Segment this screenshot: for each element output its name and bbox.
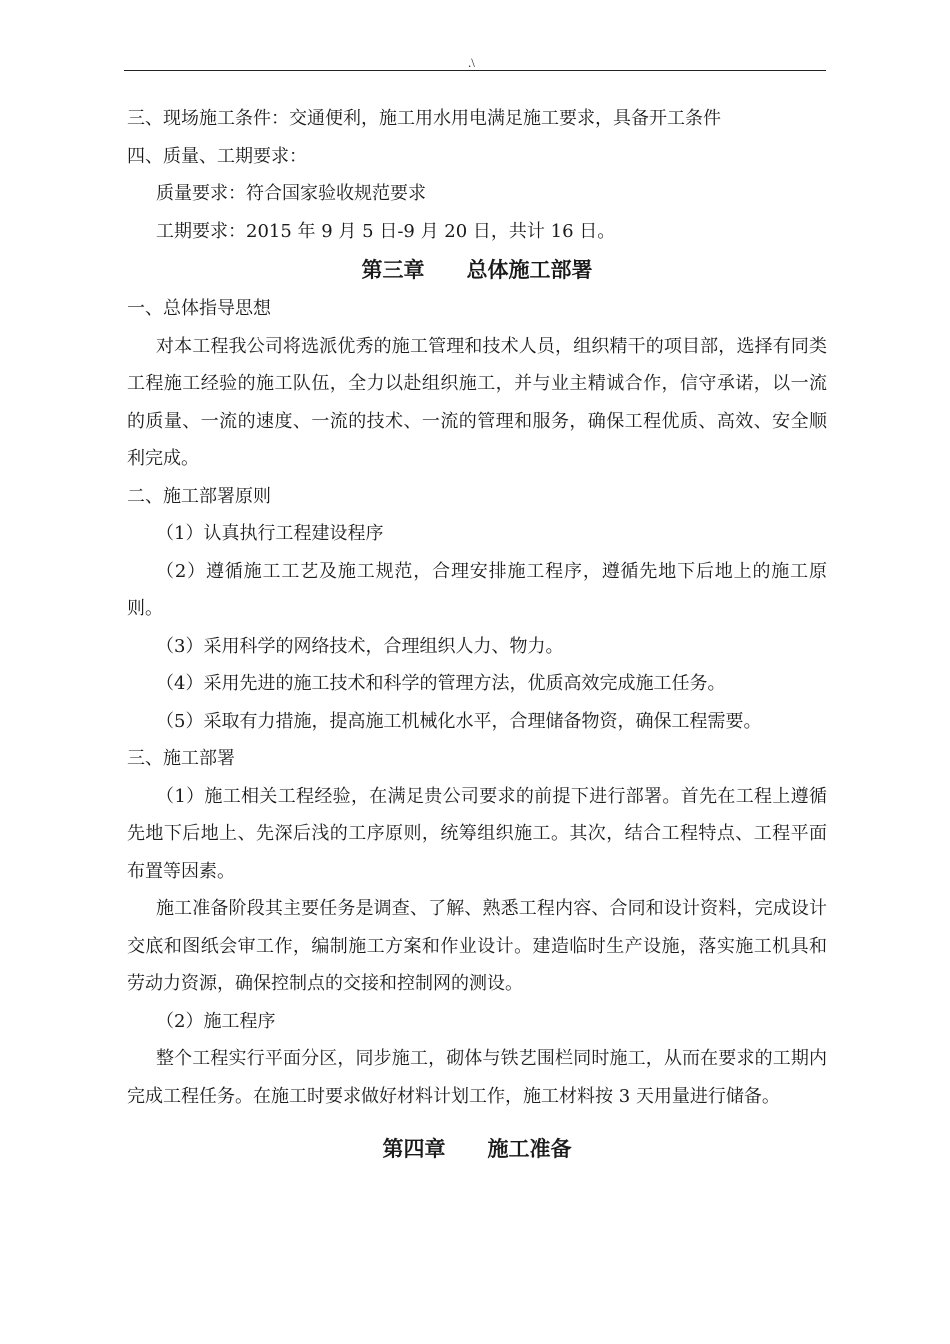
section-3-paragraph-1: （1）施工相关工程经验，在满足贵公司要求的前提下进行部署。首先在工程上遵循先地下后地上、先深后浅的工序原则，统筹组织施工。其次，结合工程特点、工程平面布置等因素。 bbox=[127, 785, 827, 882]
section-3-heading: 三、施工部署 bbox=[127, 748, 235, 769]
chapter-4-title: 第四章 施工准备 bbox=[382, 1137, 572, 1161]
principle-item: （4）采用先进的施工技术和科学的管理方法，优质高效完成施工任务。 bbox=[156, 673, 726, 694]
section-2-heading: 二、施工部署原则 bbox=[127, 485, 271, 507]
section-1-heading: 一、总体指导思想 bbox=[127, 298, 271, 319]
quality-schedule-heading: 四、质量、工期要求： bbox=[127, 145, 307, 167]
quality-requirement: 质量要求：符合国家验收规范要求 bbox=[156, 183, 426, 204]
principle-item: （3）采用科学的网络技术，合理组织人力、物力。 bbox=[156, 635, 564, 657]
site-conditions-line: 三、现场施工条件：交通便利，施工用水用电满足施工要求，具备开工条件 bbox=[127, 108, 721, 129]
section-3-paragraph-3: 整个工程实行平面分区，同步施工，砌体与铁艺围栏同时施工，从而在要求的工期内完成工程任务。在施工时要求做好材料计划工作，施工材料按 3 天用量进行储备。 bbox=[127, 1048, 827, 1107]
principle-item: （1）认真执行工程建设程序 bbox=[156, 523, 384, 544]
header-rule bbox=[124, 70, 826, 71]
section-3-subheading: （2）施工程序 bbox=[156, 1010, 276, 1032]
header-mark: .\ bbox=[468, 55, 475, 70]
chapter-3-title: 第三章 总体施工部署 bbox=[361, 258, 593, 282]
section-3-paragraph-2: 施工准备阶段其主要任务是调查、了解、熟悉工程内容、合同和设计资料，完成设计交底和图纸会审工作，编制施工方案和作业设计。建造临时生产设施，落实施工机具和劳动力资源，确保控制点的交接和控制网的测设。 bbox=[127, 898, 827, 994]
document-body bbox=[127, 100, 827, 1169]
section-1-paragraph: 对本工程我公司将选派优秀的施工管理和技术人员，组织精干的项目部，选择有同类工程施工经验的施工队伍，全力以赴组织施工，并与业主精诚合作，信守承诺，以一流的质量、一流的速度、一流的技术、一流的管理和服务，确保工程优质、高效、安全顺利完成。 bbox=[127, 335, 827, 469]
principle-item: （5）采取有力措施，提高施工机械化水平，合理储备物资，确保工程需要。 bbox=[156, 710, 762, 732]
schedule-requirement: 工期要求：2015 年 9 月 5 日-9 月 20 日，共计 16 日。 bbox=[156, 220, 616, 242]
principle-item: （2）遵循施工工艺及施工规范，合理安排施工程序，遵循先地下后地上的施工原则。 bbox=[127, 560, 827, 619]
